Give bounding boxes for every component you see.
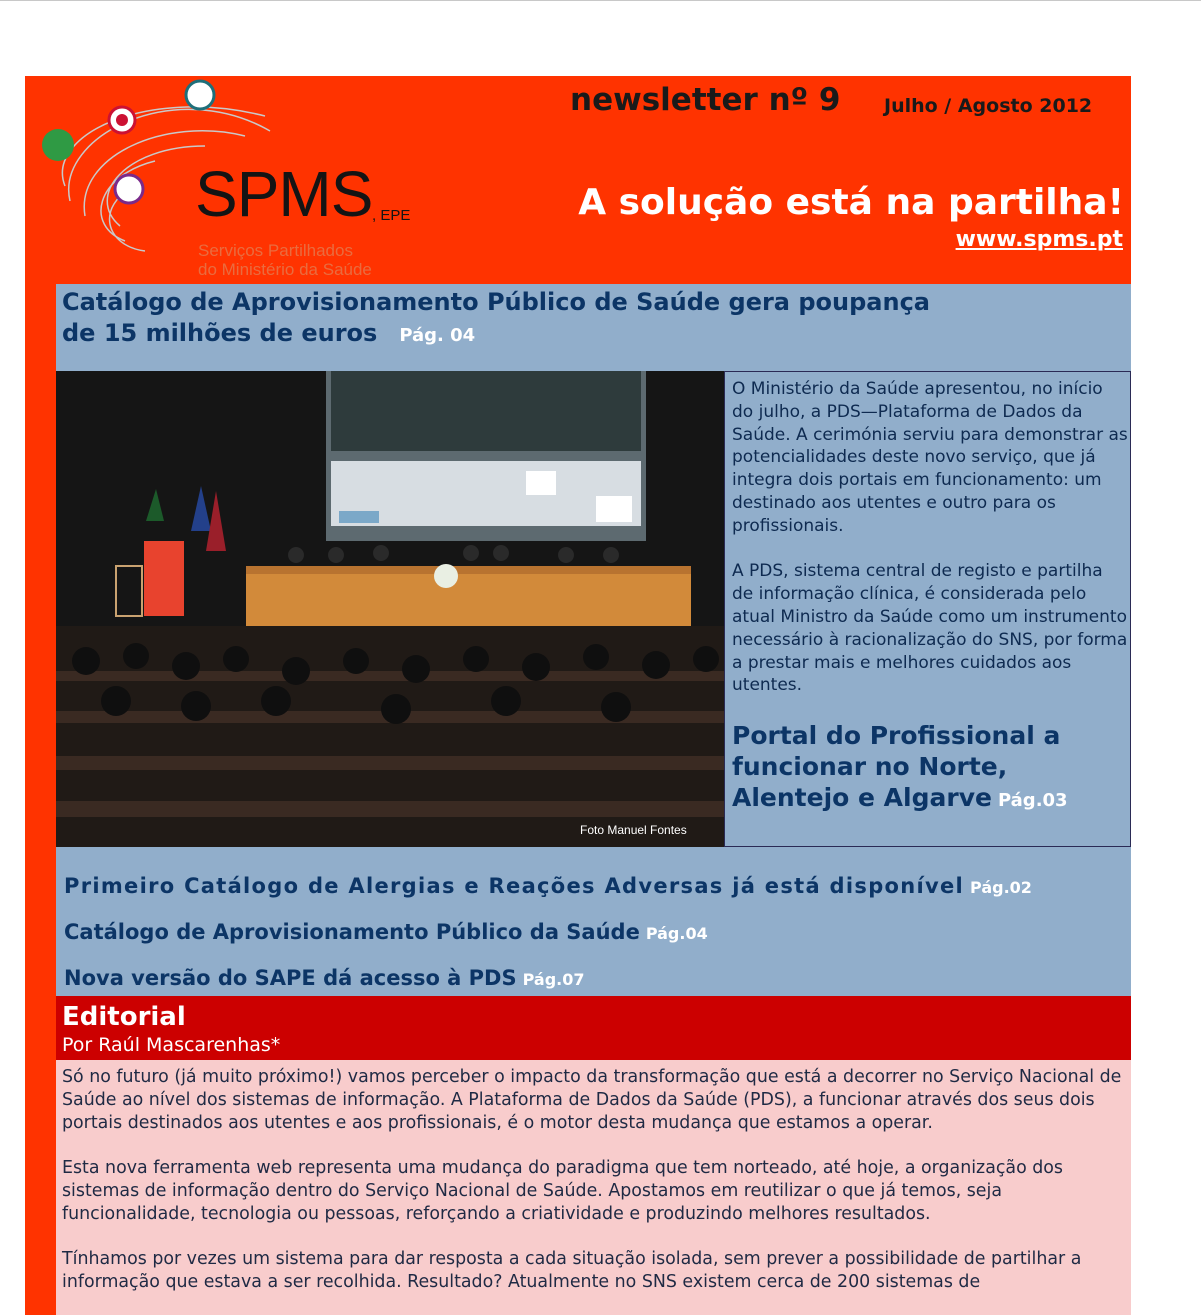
website-link[interactable]: www.spms.pt <box>955 227 1123 252</box>
lead-headline-page-ref: Pág. 04 <box>399 325 476 346</box>
logo-purple-ring <box>115 175 143 203</box>
editorial-title: Editorial <box>62 1002 186 1032</box>
spms-logo <box>25 76 425 286</box>
logo-teal-ring <box>186 81 214 109</box>
slogan: A solução está na partilha! <box>578 182 1124 223</box>
highlight-link-page-ref: Pág.07 <box>522 970 585 989</box>
editorial-body <box>56 1060 1131 1315</box>
portal-headline-text: Portal do Profissional a funcionar no Norte, Alentejo e Algarve <box>732 721 1061 812</box>
lead-section <box>56 284 1131 996</box>
logo-green-dot <box>42 129 74 161</box>
pds-article <box>724 371 1131 847</box>
lead-headline-line2: de 15 milhões de euros <box>62 319 378 347</box>
logo-subtitle-line1: Serviços Partilhados <box>198 241 353 260</box>
logo-wordmark: SPMS <box>195 158 373 230</box>
editorial-paragraph: Esta nova ferramenta web representa uma mudança do paradigma que tem norteado, até hoje, a organização dos sistemas de informação dentro do Serviço Nacional de Saúde. Apostamos em reutilizar o que já temos, seja funcionalidade, tecnologia ou pessoas, reforçando a criatividade e produzindo melhores resultados. <box>62 1158 1063 1224</box>
pds-paragraph: O Ministério da Saúde apresentou, no início do julho, a PDS—Plataforma de Dados da Saúde. A cerimónia serviu para demonstrar as potencialidades deste novo serviço, que já integra dois portais em funcionamento: um destinado aos utentes e outro para os profissionais. <box>732 379 1128 536</box>
logo-suffix: , EPE <box>372 207 411 224</box>
logo-subtitle-line2: do Ministério da Saúde <box>198 260 372 279</box>
pds-article-text <box>732 378 1128 720</box>
editorial-text <box>62 1066 1128 1315</box>
highlight-link-catalogo[interactable] <box>64 910 1124 956</box>
editorial-header <box>56 996 1131 1060</box>
newsletter-title: newsletter nº 9 <box>570 82 841 118</box>
conference-photo-image <box>56 371 724 847</box>
editorial-author: Por Raúl Mascarenhas* <box>62 1034 281 1056</box>
pds-paragraph: A PDS, sistema central de registo e partilha de informação clínica, é considerada pelo atual Ministro da Saúde como um instrumento necessário à racionalização do SNS, por forma a prestar mais e melhores cuidados aos utentes. <box>732 561 1128 696</box>
portal-profissional-headline[interactable] <box>732 720 1128 816</box>
highlight-link-text: Primeiro Catálogo de Alergias e Reações Adversas já está disponível <box>64 874 965 898</box>
highlight-link-text: Catálogo de Aprovisionamento Público da Saúde <box>64 920 640 944</box>
editorial-paragraph: Só no futuro (já muito próximo!) vamos perceber o impacto da transformação que está a decorrer no Serviço Nacional de Saúde ao nível dos sistemas de informação. A Plataforma de Dados da Saúde (PDS), a funcionar através dos seus dois portais destinados aos utentes e aos profissionais, é o motor desta mudança que estamos a operar. <box>62 1067 1122 1133</box>
highlight-link-page-ref: Pág.04 <box>645 924 708 943</box>
highlight-link-page-ref: Pág.02 <box>970 878 1032 897</box>
portal-headline-page-ref: Pág.03 <box>997 790 1068 811</box>
highlight-link-alergias[interactable] <box>64 864 1124 910</box>
logo-subtitle <box>198 241 372 279</box>
top-rule <box>0 0 1201 1</box>
highlight-link-text: Nova versão do SAPE dá acesso à PDS <box>64 966 517 990</box>
newsletter-page <box>25 76 1131 1315</box>
conference-photo <box>56 371 724 847</box>
newsletter-date: Julho / Agosto 2012 <box>884 95 1093 117</box>
lead-headline-line1: Catálogo de Aprovisionamento Público de Saúde gera poupança <box>62 288 930 316</box>
editorial-paragraph: Tínhamos por vezes um sistema para dar resposta a cada situação isolada, sem prever a possibilidade de partilhar a informação que estava a ser recolhida. Resultado? Atualmente no SNS existem cerca de 200 sistemas de <box>62 1249 1082 1293</box>
photo-credit: Foto Manuel Fontes <box>580 823 687 837</box>
highlight-links <box>64 864 1124 1002</box>
lead-headline[interactable] <box>62 287 1122 351</box>
